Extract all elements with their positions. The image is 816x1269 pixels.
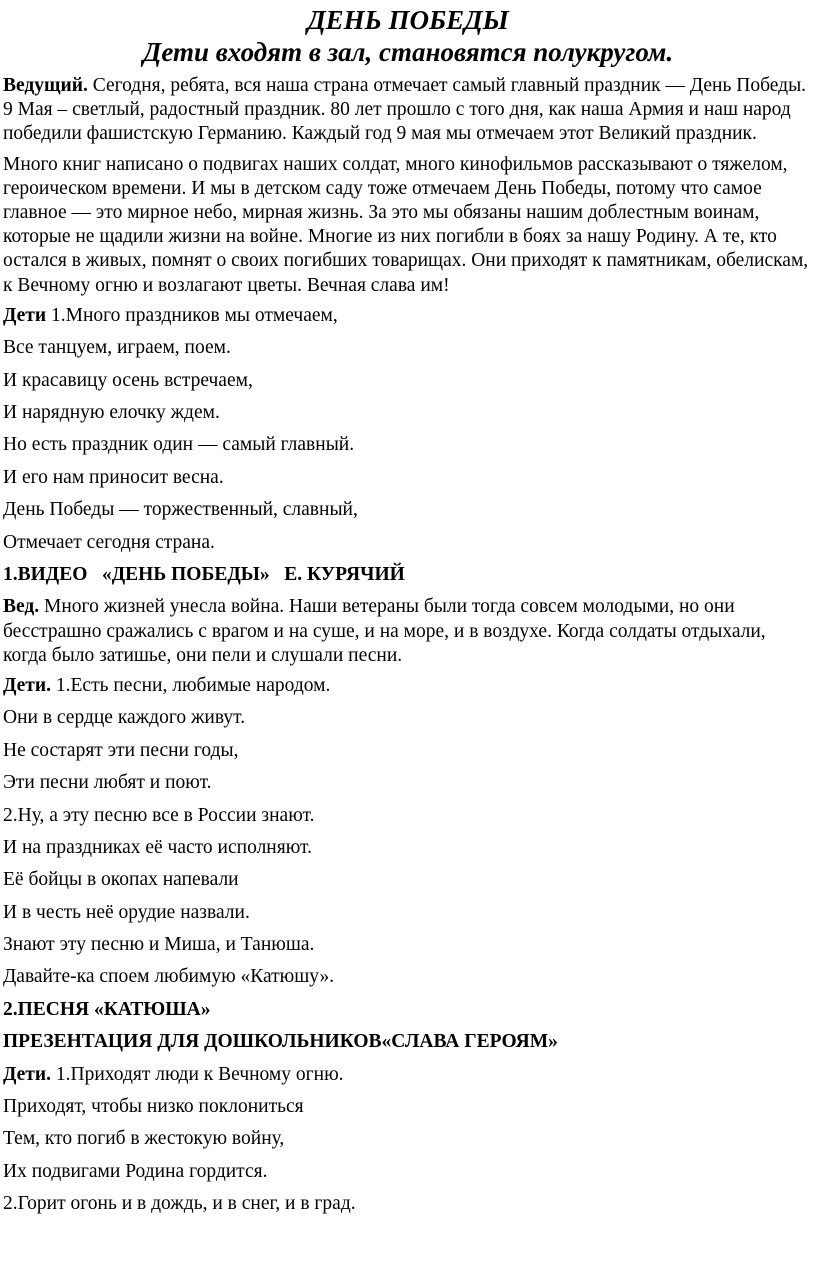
section-heading-video: 1.ВИДЕО «ДЕНЬ ПОБЕДЫ» Е. КУРЯЧИЙ [3,563,405,585]
speaker-label: Дети. [3,674,51,696]
poem-line: Эти песни любят и поют. [3,772,212,794]
poem-line-text: 1.Много праздников мы отмечаем, [46,304,338,326]
poem-line: Все танцуем, играем, поем. [3,337,231,359]
poem-line [3,1063,814,1087]
poem-line: И на праздниках её часто исполняют. [3,836,312,858]
paragraph-host-intro [3,74,814,147]
page-subtitle: Дети входят в зал, становятся полукругом. [142,37,674,67]
poem-line: И его нам приносит весна. [3,466,224,488]
poem-line: И в честь неё орудие назвали. [3,901,250,923]
poem-line: Тем, кто погиб в жестокую войну, [3,1128,285,1150]
poem-line: 2.Ну, а эту песню все в России знают. [3,804,315,826]
poem-line: Её бойцы в окопах напевали [3,869,239,891]
document-body [0,74,816,1216]
poem-line: Знают эту песню и Миша, и Танюша. [3,934,315,956]
poem-line: 2.Горит огонь и в дождь, и в снег, и в град. [3,1193,356,1215]
speaker-label: Дети [3,304,47,326]
poem-line: День Победы — торжественный, славный, [3,499,358,521]
poem-line-text: 1.Есть песни, любимые народом. [51,674,331,696]
poem-line: Их подвигами Родина гордится. [3,1160,268,1182]
speaker-label: Дети. [3,1063,51,1085]
poem-line: Они в сердце каждого живут. [3,707,246,729]
page-title: ДЕНЬ ПОБЕДЫ [307,5,509,35]
poem-line: Не состарят эти песни годы, [3,739,239,761]
speaker-label: Вед. [3,596,40,618]
poem-line [3,304,814,328]
poem-line: Но есть праздник один — самый главный. [3,434,355,456]
poem-line [3,674,814,698]
section-heading-presentation: ПРЕЗЕНТАЦИЯ ДЛЯ ДОШКОЛЬНИКОВ«СЛАВА ГЕРОЯМ» [3,1031,558,1053]
poem-line-text: 1.Приходят люди к Вечному огню. [51,1063,344,1085]
poem-line: Приходят, чтобы низко поклониться [3,1096,304,1118]
speaker-label: Ведущий. [3,75,88,96]
paragraph-books: Много книг написано о подвигах наших солдат, много кинофильмов рассказывают о тяжелом, героическом времени. И мы в детском саду тоже отмечаем День Победы, потому что самое главное — это мирное небо, мирная жизнь. За это мы обязаны нашим доблестным воинам, которые не щадили жизни на войне. Многие из них погибли в боях за нашу Родину. А те, кто остался в живых, помнят о своих погибших товарищах. Они приходят к памятникам, обелискам, к Вечному огню и возлагают цветы. Вечная слава им! [3,153,809,296]
poem-line: И нарядную елочку ждем. [3,402,220,423]
poem-line: Давайте-ка споем любимую «Катюшу». [3,966,335,988]
poem-line: И красавицу осень встречаем, [3,369,253,391]
paragraph-host-war [3,595,814,668]
paragraph-text: Много жизней унесла война. Наши ветераны были тогда совсем молодыми, но они бесстрашно сражались с врагом и на суше, и на море, и в воздухе. Когда солдаты отдыхали, когда было затишье, они пели и слушали песни. [3,596,766,666]
poem-line: Отмечает сегодня страна. [3,531,215,553]
section-heading-song: 2.ПЕСНЯ «КАТЮША» [3,998,211,1020]
paragraph-text: Сегодня, ребята, вся наша страна отмечает самый главный праздник — День Победы. 9 Мая – светлый, радостный праздник. 80 лет прошло с того дня, как наша Армия и наш народ победили фашистскую Германию. Каждый год 9 мая мы отмечаем этот Великий праздник. [3,75,807,145]
